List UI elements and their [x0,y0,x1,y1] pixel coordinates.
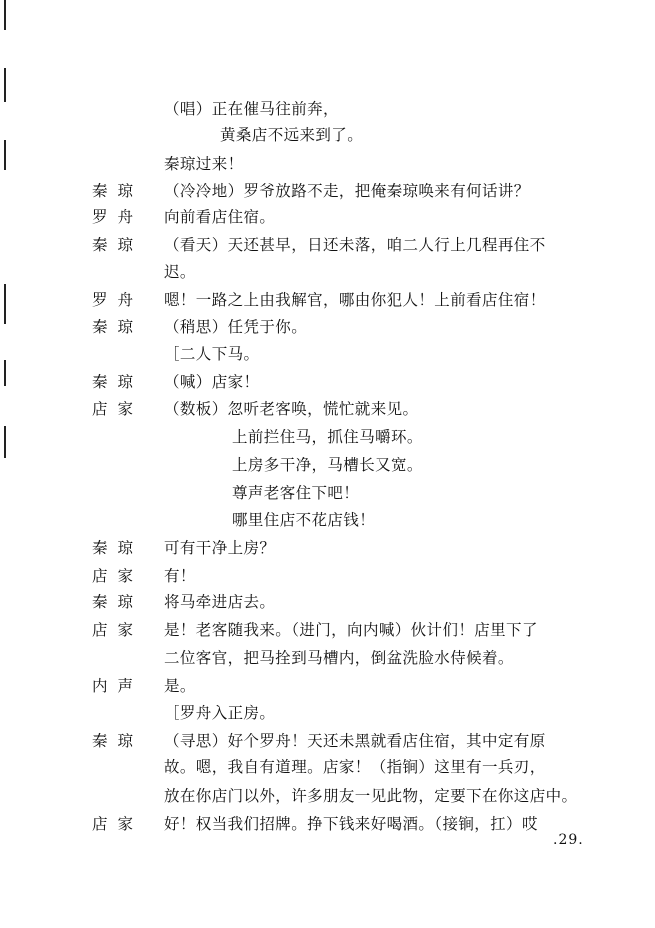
script-line [0,259,655,285]
script-line [0,617,655,643]
script-line [0,96,655,122]
script-line [0,396,655,422]
script-line [0,287,655,313]
line-text: （稍思）任凭于你。 [164,318,308,336]
script-line [0,728,655,754]
line-text: 是！老客随我来。（进门，向内喊）伙计们！店里下了 [164,621,538,639]
script-line [0,369,655,395]
speaker-name: 罗舟 [92,291,144,309]
script-line [0,535,655,561]
script-line [0,589,655,615]
script-line [0,783,655,809]
line-text: 哪里住店不花店钱！ [232,511,376,529]
line-text: （寻思）好个罗舟！天还未黑就看店住宿，其中定有原 [164,732,546,750]
script-line [0,151,655,177]
scan-edge-mark [4,0,6,30]
line-text: （冷冷地）罗爷放路不走，把俺秦琼唤来有何话讲？ [164,182,530,200]
speaker-name: 店家 [92,815,144,833]
script-line [0,754,655,780]
line-text: 故。嗯，我自有道理。店家！（指锏）这里有一兵刃， [164,758,546,776]
line-text: 放在你店门以外，许多朋友一见此物，定要下在你这店中。 [164,787,578,805]
script-line [0,178,655,204]
line-text: 上房多干净，马槽长又宽。 [232,456,423,474]
script-line [0,700,655,726]
script-line [0,452,655,478]
speaker-name: 秦琼 [92,732,144,750]
script-line [0,480,655,506]
script-line [0,314,655,340]
script-line [0,673,655,699]
line-text: 上前拦住马，抓住马嚼环。 [232,428,423,446]
page-number: .29. [553,832,584,848]
line-text: 有！ [164,567,196,585]
line-text: 向前看店住宿。 [164,208,276,226]
line-text: 可有干净上房？ [164,539,276,557]
line-text: （数板）忽听老客唤，慌忙就来见。 [164,400,419,418]
script-line [0,507,655,533]
line-text: 秦琼过来！ [164,155,244,173]
line-text: ［二人下马。 [164,345,260,363]
speaker-name: 秦琼 [92,318,144,336]
line-text: 好！权当我们招牌。挣下钱来好喝酒。（接锏，扛）哎 [164,815,538,833]
speaker-name: 秦琼 [92,593,144,611]
script-line [0,232,655,258]
speaker-name: 秦琼 [92,539,144,557]
line-text: （唱）正在催马往前奔， [164,100,339,118]
speaker-name: 店家 [92,621,144,639]
speaker-name: 罗舟 [92,208,144,226]
line-text: 嗯！一路之上由我解官，哪由你犯人！上前看店住宿！ [164,291,546,309]
speaker-name: 秦琼 [92,236,144,254]
script-line [0,204,655,230]
speaker-name: 店家 [92,567,144,585]
line-text: （喊）店家！ [164,373,260,391]
line-text: 黄桑店不远来到了。 [220,126,364,144]
script-line [0,122,655,148]
line-text: （看天）天还甚早，日还未落，咱二人行上几程再住不 [164,236,546,254]
line-text: 是。 [164,677,196,695]
script-line [0,424,655,450]
speaker-name: 秦琼 [92,182,144,200]
line-text: ［罗舟入正房。 [164,704,276,722]
line-text: 迟。 [164,263,196,281]
speaker-name: 内声 [92,677,144,695]
script-line [0,645,655,671]
speaker-name: 店家 [92,400,144,418]
line-text: 将马牵进店去。 [164,593,276,611]
line-text: 二位客官，把马拴到马槽内，倒盆洗脸水侍候着。 [164,649,514,667]
speaker-name: 秦琼 [92,373,144,391]
script-line [0,563,655,589]
script-line [0,341,655,367]
line-text: 尊声老客住下吧！ [232,484,360,502]
